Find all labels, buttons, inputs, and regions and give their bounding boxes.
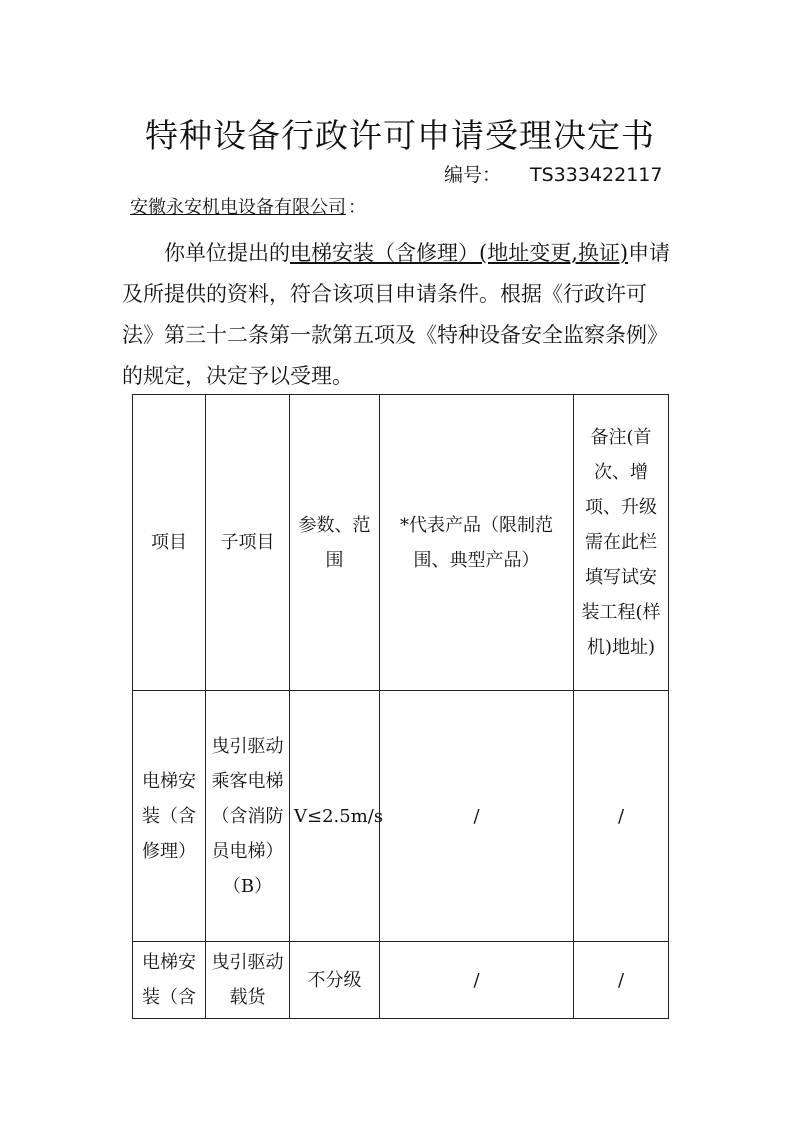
header-remarks: 备注(首次、增项、升级需在此栏填写试安装工程(样机)地址) [574,395,669,691]
header-representative-product: *代表产品（限制范围、典型产品） [380,395,574,691]
cell-subitem: 曳引驱动乘客电梯（含消防员电梯）（B） [206,691,290,942]
application-item: 电梯安装（含修理）(地址变更,换证) [290,241,629,265]
cell-product: / [380,942,574,1019]
cell-remarks: / [574,942,669,1019]
header-parameter: 参数、范围 [290,395,380,691]
decision-body [122,233,678,397]
cell-parameter: V≤2.5m/s [290,691,380,942]
addressee-line [122,193,366,219]
document-number-value: TS333422117 [530,164,663,186]
license-items-table [132,394,669,1019]
table-row [133,691,669,942]
body-rest: 申请及所提供的资料，符合该项目申请条件。根据《行政许可法》第三十二条第一款第五项及《特种设备安全监察条例》的规定，决定予以受理。 [122,241,671,388]
addressee-name: 安徽永安机电设备有限公司 [130,197,346,218]
document-number [444,160,662,187]
header-item: 项目 [133,395,206,691]
addressee-suffix: ： [348,197,366,218]
document-number-label: 编号： [444,164,502,186]
cell-subitem: 曳引驱动载货 [206,942,290,1019]
header-subitem: 子项目 [206,395,290,691]
table-row [133,942,669,1019]
cell-parameter: 不分级 [290,942,380,1019]
cell-item: 电梯安装（含修理） [133,691,206,942]
cell-product: / [380,691,574,942]
table-header-row [133,395,669,691]
document-title: 特种设备行政许可申请受理决定书 [145,116,655,155]
cell-remarks: / [574,691,669,942]
cell-item: 电梯安装（含 [133,942,206,1019]
body-lead: 你单位提出的 [164,241,290,265]
